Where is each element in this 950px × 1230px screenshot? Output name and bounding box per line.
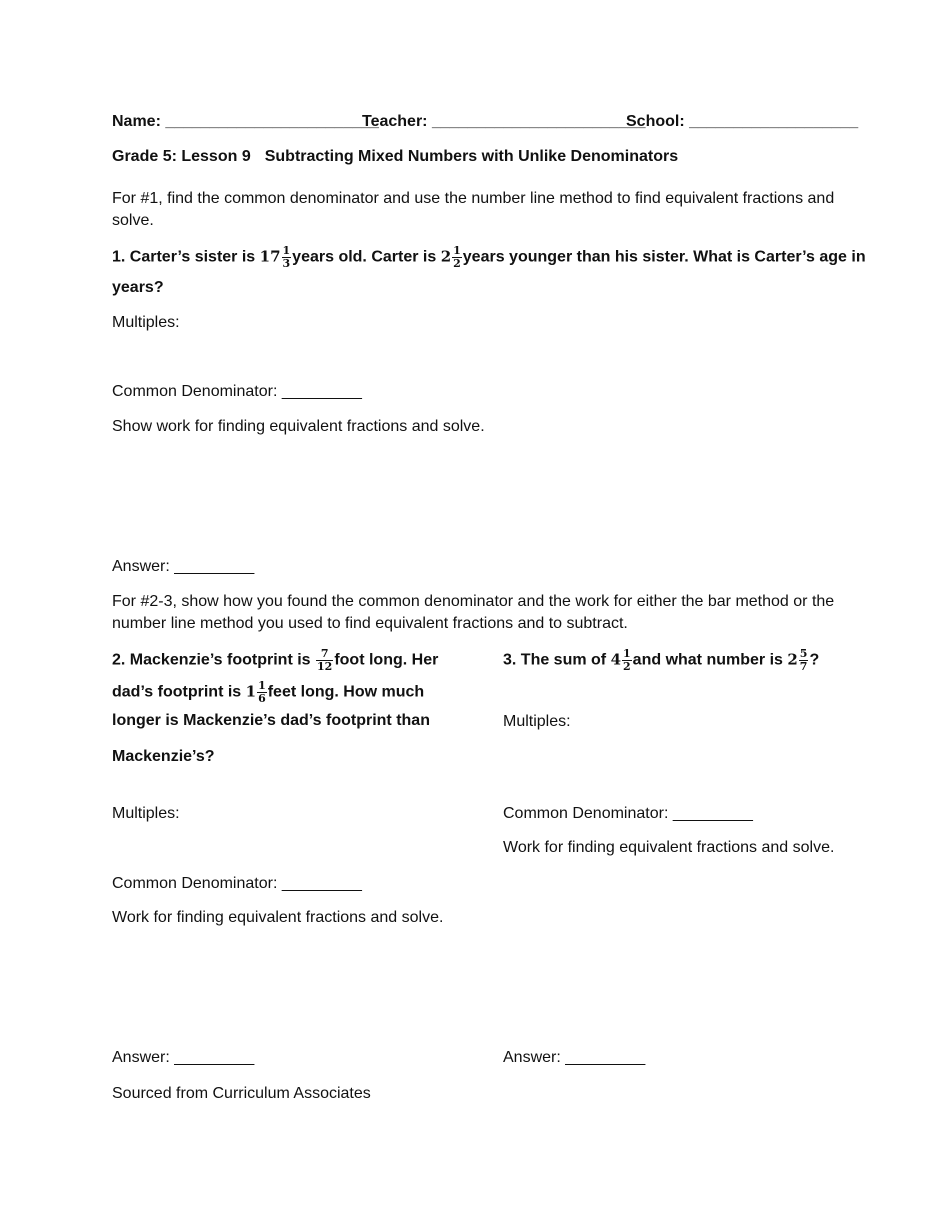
school-field[interactable]: School: ___________________ [626, 113, 859, 130]
q2-multiples-label: Multiples: [112, 805, 180, 822]
question-1-line2: years? [112, 279, 164, 296]
q3-multiples-label: Multiples: [503, 713, 571, 730]
page-title [112, 148, 678, 166]
question-2-line4: Mackenzie’s? [112, 748, 215, 765]
q2-answer-field[interactable]: Answer: _________ [112, 1049, 255, 1066]
teacher-field[interactable]: Teacher: ________________________ [362, 113, 646, 130]
q2-work-instructions: Work for finding equivalent fractions and solve. [112, 909, 444, 926]
question-2-line3: longer is Mackenzie’s dad’s footprint than [112, 712, 430, 729]
name-field[interactable]: Name: ________________________ [112, 113, 379, 130]
question-2-line2: dad’s footprint is 1 $\frac{1}{6}$ feet long. How much [112, 679, 425, 705]
question-1-line1: 1. Carter’s sister is 17 $\frac{1}{3}$ years old. Carter is 2 $\frac{1}{2}$ years younger than his sister. What is Carter’s age in [112, 244, 866, 270]
source-credit: Sourced from Curriculum Associates [112, 1085, 371, 1102]
question-3: 3. The sum of 4 $\frac{1}{2}$ and what number is 2 $\frac{5}{7}$ ? [503, 647, 820, 673]
question-2-line1: 2. Mackenzie’s footprint is $\frac{7}{12}$ foot long. Her [112, 647, 439, 673]
q3-work-instructions: Work for finding equivalent fractions and solve. [503, 839, 835, 856]
q3-common-denominator-field[interactable]: Common Denominator: _________ [503, 805, 753, 822]
instructions-q1: For #1, find the common denominator and use the number line method to find equivalent fractions and solve. [112, 190, 835, 229]
q1-common-denominator-field[interactable]: Common Denominator: _________ [112, 383, 362, 400]
q1-work-instructions: Show work for finding equivalent fractions and solve. [112, 418, 485, 435]
lesson-number: Grade 5: Lesson 9 [112, 148, 251, 165]
q2-common-denominator-field[interactable]: Common Denominator: _________ [112, 875, 362, 892]
instructions-q2-q3: For #2-3, show how you found the common denominator and the work for either the bar method or the number line method you used to find equivalent fractions and to subtract. [112, 593, 835, 632]
q1-answer-field[interactable]: Answer: _________ [112, 558, 255, 575]
q3-answer-field[interactable]: Answer: _________ [503, 1049, 646, 1066]
lesson-topic: Subtracting Mixed Numbers with Unlike Denominators [264, 148, 679, 165]
q1-multiples-label: Multiples: [112, 314, 180, 331]
